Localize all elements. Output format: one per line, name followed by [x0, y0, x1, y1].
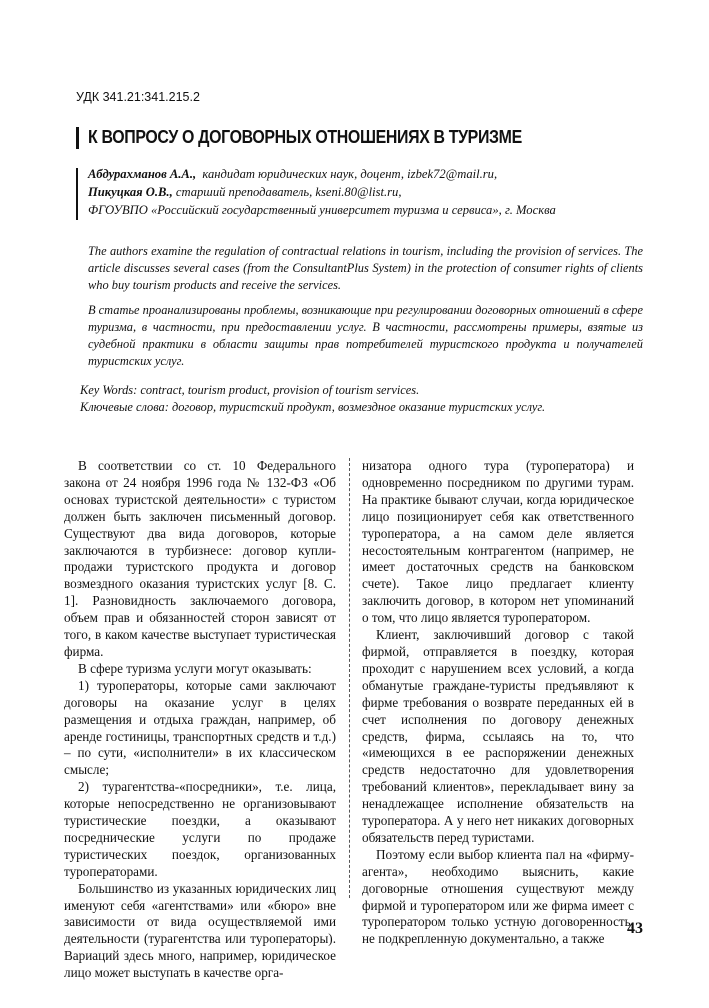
body-column-left: [64, 458, 336, 982]
author-2-info: старший преподаватель, kseni.80@list.ru,: [175, 185, 402, 199]
body-paragraph: В соответствии со ст. 10 Федерального закона от 24 ноября 1996 года № 132-ФЗ «Об основах туристской деятельности» с туристом должен быть заключен письменный договор. Существуют два вида договоров, которые заключаются в турбизнесе: договор купли-продажи туристского продукта и договор возмездного оказания туристских услуг [8. С. 1]. Разновидность заключаемого договора, объем прав и обязанностей сторон зависят от того, в каком качестве выступает туристическая фирма.: [64, 458, 336, 659]
keywords-english: Key Words: contract, tourism product, provision of tourism services.: [80, 383, 420, 397]
title-accent-bar: [76, 127, 79, 149]
affiliation: ФГОУВПО «Российский государственный университет туризма и сервиса», г. Москва: [88, 203, 556, 217]
abstract-english: The authors examine the regulation of contractual relations in tourism, including the provision of services. The article discusses several cases (from the ConsultantPlus System) in the protection of consumer rights of clients who buy tourism products and receive the services.: [88, 244, 643, 292]
page-number: 43: [627, 920, 643, 937]
udc-code: УДК 341.21:341.215.2: [76, 90, 200, 104]
authors-accent-bar: [76, 168, 78, 220]
keywords-russian: Ключевые слова: договор, туристский продукт, возмездное оказание туристских услуг.: [80, 400, 546, 414]
body-paragraph: Поэтому если выбор клиента пал на «фирму-агента», необходимо выяснить, какие договорные отношения существуют между фирмой и туроператором или же фирма имеет с туроператором только устную договоренность, не подкрепленную документально, а также: [362, 846, 634, 947]
body-paragraph: В сфере туризма услуги могут оказывать:: [78, 660, 312, 676]
body-paragraph-continued: низатора одного тура (туроператора) и одновременно посредником по другими турам. На практике бывают случаи, когда юридическое лицо позиционирует себя как ответственного туроператора, а на самом деле является несостоятельным контрагентом (например, не имеет достаточных средств на банковском счете). Такое лицо предлагает клиенту заключить договор, в котором нет упоминаний о том, что лицо является туроператором.: [362, 458, 634, 626]
body-paragraph: 1) туроператоры, которые сами заключают договоры на оказание услуг в целях размещения и отдыха граждан, например, об аренде гостиницы, транспортных средств и т.д.) – по сути, «исполнители» в их классическом смысле;: [64, 677, 336, 778]
body-paragraph: Клиент, заключивший договор с такой фирмой, отправляется в поездку, которая проходит с нарушением всех условий, а когда обманутые граждане-туристы предъявляют к фирме требования о возврате переданных ей в счет исполнения по договору денежных средств, фирма, ссылаясь на то, что «имеющихся в ее распоряжении денежных средств недостаточно для удовлетворения требований клиентов», перекладывает вину за ненадлежащее исполнение обязательств на туроператора. А у него нет никаких договорных обязательств перед туристами.: [362, 627, 634, 845]
author-line-1: [88, 165, 556, 183]
author-1-info: кандидат юридических наук, доцент, izbek72@mail.ru,: [202, 167, 498, 181]
author-1-name: Абдурахманов А.А.,: [88, 167, 197, 181]
article-title: К ВОПРОСУ О ДОГОВОРНЫХ ОТНОШЕНИЯХ В ТУРИЗМЕ: [88, 126, 522, 147]
body-paragraph: 2) турагентства-«посредники», т.е. лица, которые непосредственно не организовывают туристические поездки, а оказывают посреднические услуги по продаже туристических поездок, организованных туроператорами.: [64, 779, 336, 879]
author-line-2: [88, 183, 556, 201]
authors-block: [88, 165, 556, 219]
body-column-right: [362, 458, 634, 948]
author-2-name: Пикуцкая О.В.,: [88, 185, 173, 199]
abstract-russian: В статье проанализированы проблемы, возникающие при регулировании договорных отношений в сфере туризма, в частности, при предоставлении услуг. В частности, рассмотрены примеры, взятые из судебной практики в области защиты прав потребителей туристского продукта и получателей туристских услуг.: [88, 303, 643, 368]
body-paragraph: Большинство из указанных юридических лиц именуют себя «агентствами» или «бюро» вне зависимости от вида осуществляемой ими деятельности (турагентства или туроператоры). Вариаций здесь много, например, юридическое лицо может выступать в качестве орга-: [64, 880, 336, 981]
column-divider: [349, 458, 350, 898]
